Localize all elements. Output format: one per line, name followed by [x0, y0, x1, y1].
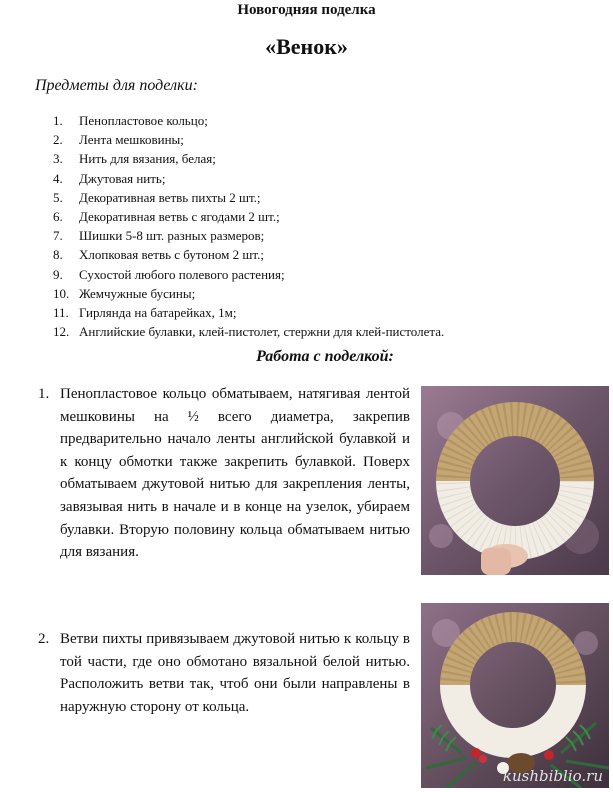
list-item: 8. Хлопковая ветвь с бутоном 2 шт.;	[53, 247, 264, 263]
list-item: 1. Пенопластовое кольцо;	[53, 113, 208, 128]
list-item: 7. Шишки 5-8 шт. разных размеров;	[53, 228, 265, 244]
list-item: 4. Джутовая нить;	[53, 170, 166, 186]
step-number: 2.	[38, 631, 50, 647]
step-1	[38, 383, 410, 564]
list-item: 2. Лента мешковины;	[53, 132, 184, 148]
list-item: 9. Сухостой любого полевого растения;	[53, 266, 285, 282]
list-item: 10. Жемчужные бусины;	[53, 285, 196, 301]
step-2	[38, 628, 410, 718]
list-item: 12. Английские булавки, клей-пистолет, стержни для клей-пистолета.	[53, 324, 445, 340]
list-item: 11. Гирлянда на батарейках, 1м;	[53, 304, 237, 320]
header-title: Новогодняя поделка	[237, 2, 376, 18]
watermark: kushbiblio.ru	[502, 767, 603, 785]
list-item: 3. Нить для вязания, белая;	[53, 151, 216, 167]
wreath-photo-branches	[421, 603, 609, 788]
wreath-photo-ring	[421, 386, 609, 575]
main-title: «Венок»	[265, 34, 348, 59]
step-text: Ветви пихты привязываем джутовой нитью к кольцу в той части, где оно обмотано вязальной белой нитью. Расположить ветви так, чтоб они были направлены в наружную сторону от кольца.	[60, 631, 410, 715]
materials-list	[53, 111, 444, 341]
step-text: Пенопластовое кольцо обматываем, натягивая лентой мешковины на ½ всего диаметра, закрепив предварительно начало ленты английской булавкой и к концу обмотки также закрепить булавкой. Поверх обматываем джутовой нитью для закрепления ленты, завязывая нить в начале и в конце на узелок, убираем булавки. Вторую половину кольца обматываем нитью для вязания.	[60, 386, 410, 561]
list-item: 6. Декоративная ветвь с ягодами 2 шт.;	[53, 208, 280, 224]
materials-heading: Предметы для поделки:	[35, 77, 198, 94]
work-heading: Работа с поделкой:	[256, 348, 394, 365]
list-item: 5. Декоративная ветвь пихты 2 шт.;	[53, 189, 261, 205]
step-number: 1.	[38, 386, 50, 402]
